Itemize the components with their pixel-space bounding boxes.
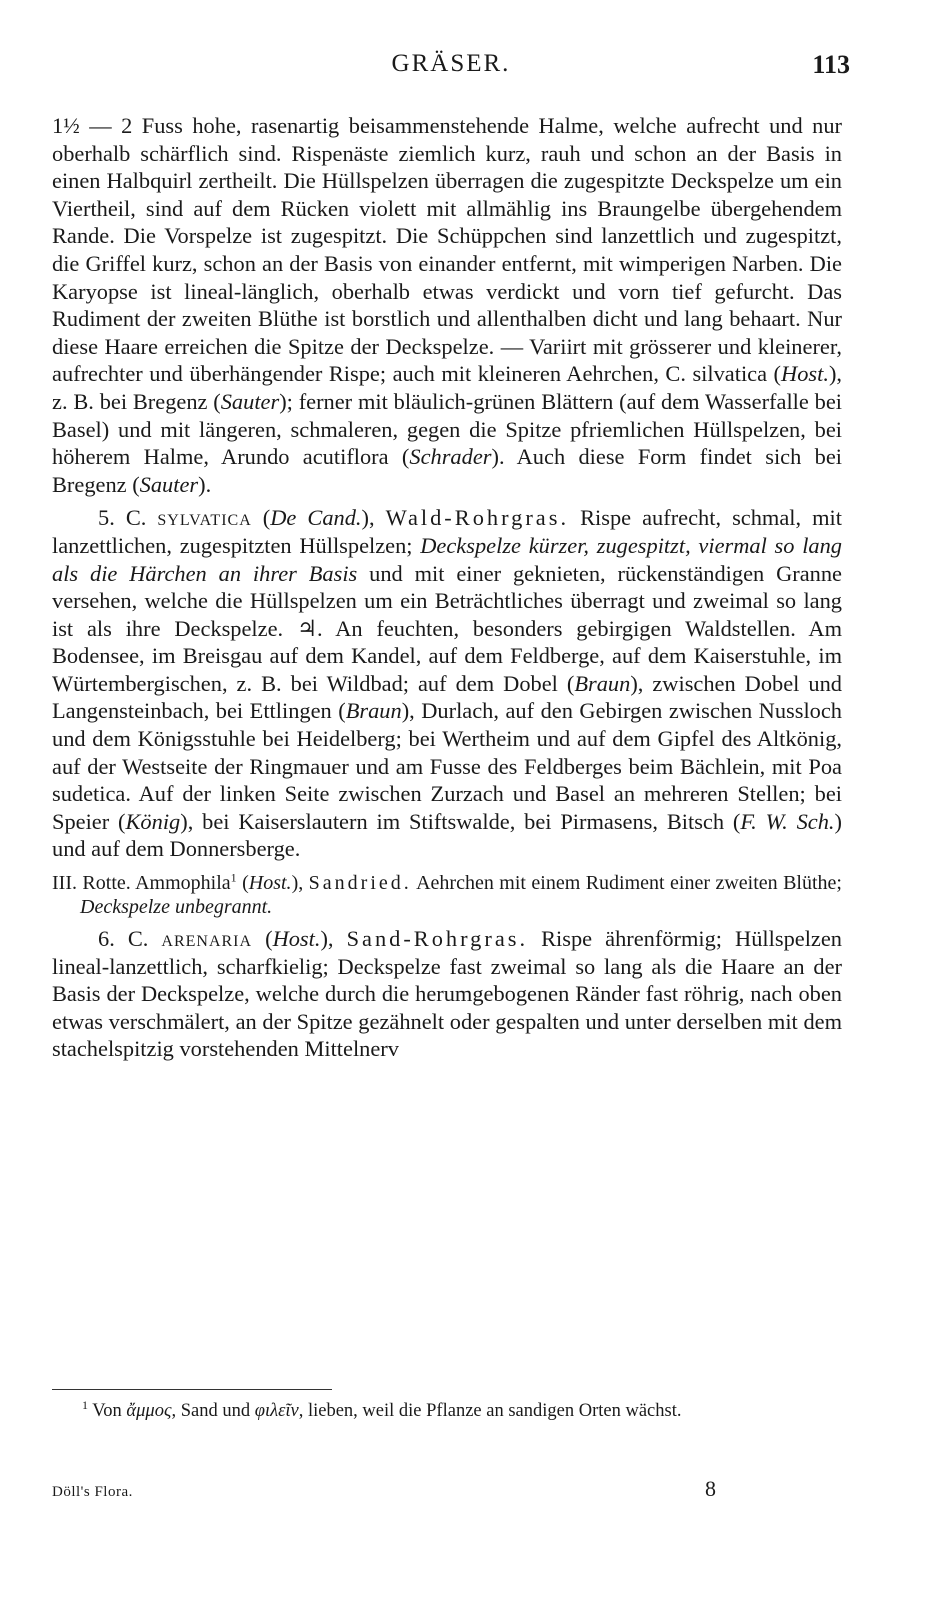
author-citation: Sauter bbox=[139, 471, 199, 497]
text-run: ), bbox=[320, 926, 347, 952]
species-name: sylvatica bbox=[157, 505, 252, 531]
author-citation: Braun bbox=[574, 670, 631, 696]
text-run: ), bbox=[291, 872, 309, 895]
species-name: arenaria bbox=[161, 926, 253, 952]
sheet-number: 8 bbox=[705, 1476, 716, 1501]
fraction: ½ bbox=[63, 113, 80, 138]
text-run: Von bbox=[88, 1401, 127, 1421]
common-name: Wald-Rohrgras. bbox=[385, 505, 570, 531]
text-run: ( bbox=[236, 872, 249, 895]
page-header bbox=[52, 50, 850, 90]
paragraph-species-6 bbox=[52, 925, 842, 1063]
footnote-divider bbox=[52, 1389, 332, 1390]
footnote-text bbox=[52, 1397, 842, 1423]
paragraph-species-5 bbox=[52, 504, 842, 863]
greek-word: ἄμμος bbox=[126, 1401, 172, 1421]
paragraph-description bbox=[52, 112, 842, 498]
author-citation: De Cand. bbox=[270, 505, 362, 531]
common-name: Sandried. bbox=[308, 872, 412, 895]
text-run: und mit einer geknieten, rückenständigen Granne versehen, welche die Hüllspelzen um ein Beträchtliches überragt und zweimal so lang ist als ihre Deckspelze. ♃. An feuchten, besonders gebirgigen Waldstellen. Am Bodensee, im Breisgau auf dem Kandel, auf dem Feldberge, auf dem Kaiserstuhle, im Würtembergischen, z. B. bei Wildbad; auf dem Dobel ( bbox=[52, 560, 842, 696]
text-run: ); ferner mit bläulich-grünen Blättern (auf dem Wasserfalle bei Basel) und mit längeren, schmaleren, gegen die Spitze pfriemlichen Hüllspelzen, bei höherem Halme, Arundo acutiflora ( bbox=[52, 388, 842, 470]
common-name: Sand-Rohrgras. bbox=[346, 926, 529, 952]
page-number: 113 bbox=[812, 50, 850, 79]
text-run: ( bbox=[251, 505, 271, 531]
author-citation: Schrader bbox=[409, 444, 492, 470]
author-citation: Host. bbox=[248, 872, 292, 895]
author-citation: Braun bbox=[345, 698, 402, 724]
text-run: , Sand und bbox=[171, 1401, 255, 1421]
text-run: ), z. B. bei Bregenz ( bbox=[52, 361, 842, 414]
main-text bbox=[52, 112, 842, 1063]
species-number: 5. C. bbox=[98, 505, 158, 531]
text-run: III. Rotte. Ammophila bbox=[52, 872, 231, 895]
running-title: GRÄSER. bbox=[391, 50, 511, 77]
text-run: ). bbox=[198, 471, 212, 497]
printer-signature: Döll's Flora. bbox=[52, 1484, 133, 1500]
text-run: Aehrchen mit einem Rudiment einer zweiten Blüthe; bbox=[411, 872, 842, 895]
italic-diagnosis: Deckspelze unbegrannt. bbox=[80, 896, 273, 919]
text-run: 1 bbox=[52, 113, 64, 138]
footnote-mark: 1 bbox=[230, 870, 237, 885]
text-run: Rispe ährenförmig; Hüllspelzen lineal-lanzettlich, scharfkielig; Deckspelze fast zweimal so lang als die Haare an der Basis der Deckspelze, welche durch die herumgebogenen Ränder fast röhrig, nach oben etwas verschmälert, an der Spitze gezähnelt oder gespalten und unter derselben mit dem stachelspitzig vorstehenden Mittelnerv bbox=[52, 926, 843, 1062]
greek-word: φιλεῖν bbox=[254, 1401, 299, 1421]
text-run: — 2 Fuss hohe, rasenartig beisammenstehende Halme, welche aufrecht und nur oberhalb schärflich sind. Rispenäste ziemlich kurz, rauh und schon an der Basis in einen Halbquirl zertheilt. Die Hüllspelzen überragen die zugespitzte Deckspelze um ein Viertheil, sind auf dem Rücken violett mit allmählig ins Braungelbe übergehendem Rande. Die Vorspelze ist zugespitzt. Die Schüppchen sind lanzettlich und zugespitzt, die Griffel kurz, schon an der Basis von einander entfernt, mit wimperigen Narben. Die Karyopse ist lineal-länglich, oberhalb etwas verdickt und vorn tief gefurcht. Das Rudiment der zweiten Blüthe ist borstlich und allenthalben dicht und lang behaart. Nur diese Haare erreichen die Spitze der Deckspelze. — Variirt mit grösserer und kleinerer, aufrechter und überhängender Rispe; auch mit kleineren Aehrchen, C. silvatica ( bbox=[52, 113, 842, 387]
author-citation: König bbox=[125, 808, 181, 834]
text-run: ), bbox=[361, 505, 386, 531]
text-run: Rispe aufrecht, schmal, mit lanzettlichen, zugespitzten Hüllspelzen; bbox=[52, 505, 842, 558]
italic-diagnosis: Deckspelze kürzer, zugespitzt, viermal so lang als die Härchen an ihrer Basis bbox=[52, 532, 842, 586]
text-run: ), zwischen Dobel und Langensteinbach, bei Ettlingen ( bbox=[52, 670, 842, 724]
author-citation: F. W. Sch. bbox=[740, 808, 835, 834]
text-run: , lieben, weil die Pflanze an sandigen Orten wächst. bbox=[298, 1401, 682, 1421]
text-run: ), bei Kaiserslautern im Stiftswalde, bei Pirmasens, Bitsch ( bbox=[180, 808, 741, 834]
species-number: 6. C. bbox=[98, 926, 162, 952]
author-citation: Host. bbox=[272, 926, 321, 952]
footnote-mark: 1 bbox=[82, 1397, 88, 1412]
author-citation: Host. bbox=[781, 361, 829, 387]
text-run: ), Durlach, auf den Gebirgen zwischen Nussloch und dem Königsstuhle bei Heidelberg; bei Wertheim und auf dem Gipfel des Altkönig, auf der Westseite der Ringmauer und am Fusse des Feldberges beim Bächlein, mit Poa sudetica. Auf der linken Seite zwischen Zurzach und Basel an mehreren Stellen; bei Speier ( bbox=[52, 698, 842, 834]
paragraph-section-III bbox=[52, 871, 842, 919]
text-run: ). Auch diese Form findet sich bei Bregenz ( bbox=[52, 444, 843, 497]
author-citation: Sauter bbox=[220, 388, 280, 414]
footnote bbox=[52, 1397, 842, 1423]
text-run: ) und auf dem Donnersberge. bbox=[52, 808, 842, 862]
text-run: ( bbox=[252, 926, 273, 952]
